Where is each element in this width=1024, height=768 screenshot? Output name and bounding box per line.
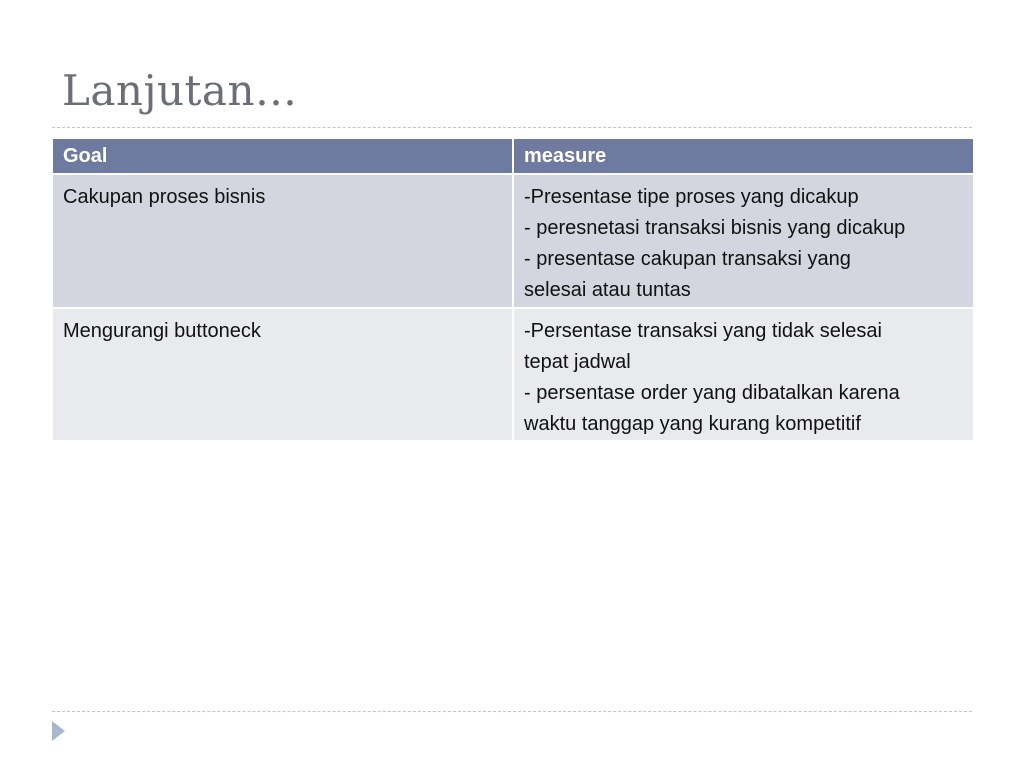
measure-line: -Presentase tipe proses yang dicakup <box>524 186 859 208</box>
triangle-right-icon[interactable] <box>52 721 65 741</box>
measure-line: - persentase order yang dibatalkan karena <box>524 382 900 404</box>
header-measure: measure <box>513 138 974 174</box>
measure-line: waktu tanggap yang kurang kompetitif <box>524 413 861 435</box>
header-goal: Goal <box>52 138 513 174</box>
footer-divider <box>52 711 972 712</box>
slide-title: Lanjutan… <box>62 66 298 115</box>
goal-measure-table <box>51 137 975 442</box>
measure-line: - peresnetasi transaksi bisnis yang dicakup <box>524 217 906 239</box>
table-row <box>52 174 974 308</box>
measure-cell <box>513 308 974 441</box>
goal-measure-table-container <box>51 137 973 442</box>
title-divider <box>52 127 972 128</box>
measure-line: -Persentase transaksi yang tidak selesai <box>524 320 882 342</box>
goal-cell: Mengurangi buttoneck <box>52 308 513 441</box>
table-header-row <box>52 138 974 174</box>
goal-cell: Cakupan proses bisnis <box>52 174 513 308</box>
table-row <box>52 308 974 441</box>
measure-cell <box>513 174 974 308</box>
measure-line: tepat jadwal <box>524 351 631 373</box>
measure-line: selesai atau tuntas <box>524 279 691 301</box>
measure-line: - presentase cakupan transaksi yang <box>524 248 851 270</box>
